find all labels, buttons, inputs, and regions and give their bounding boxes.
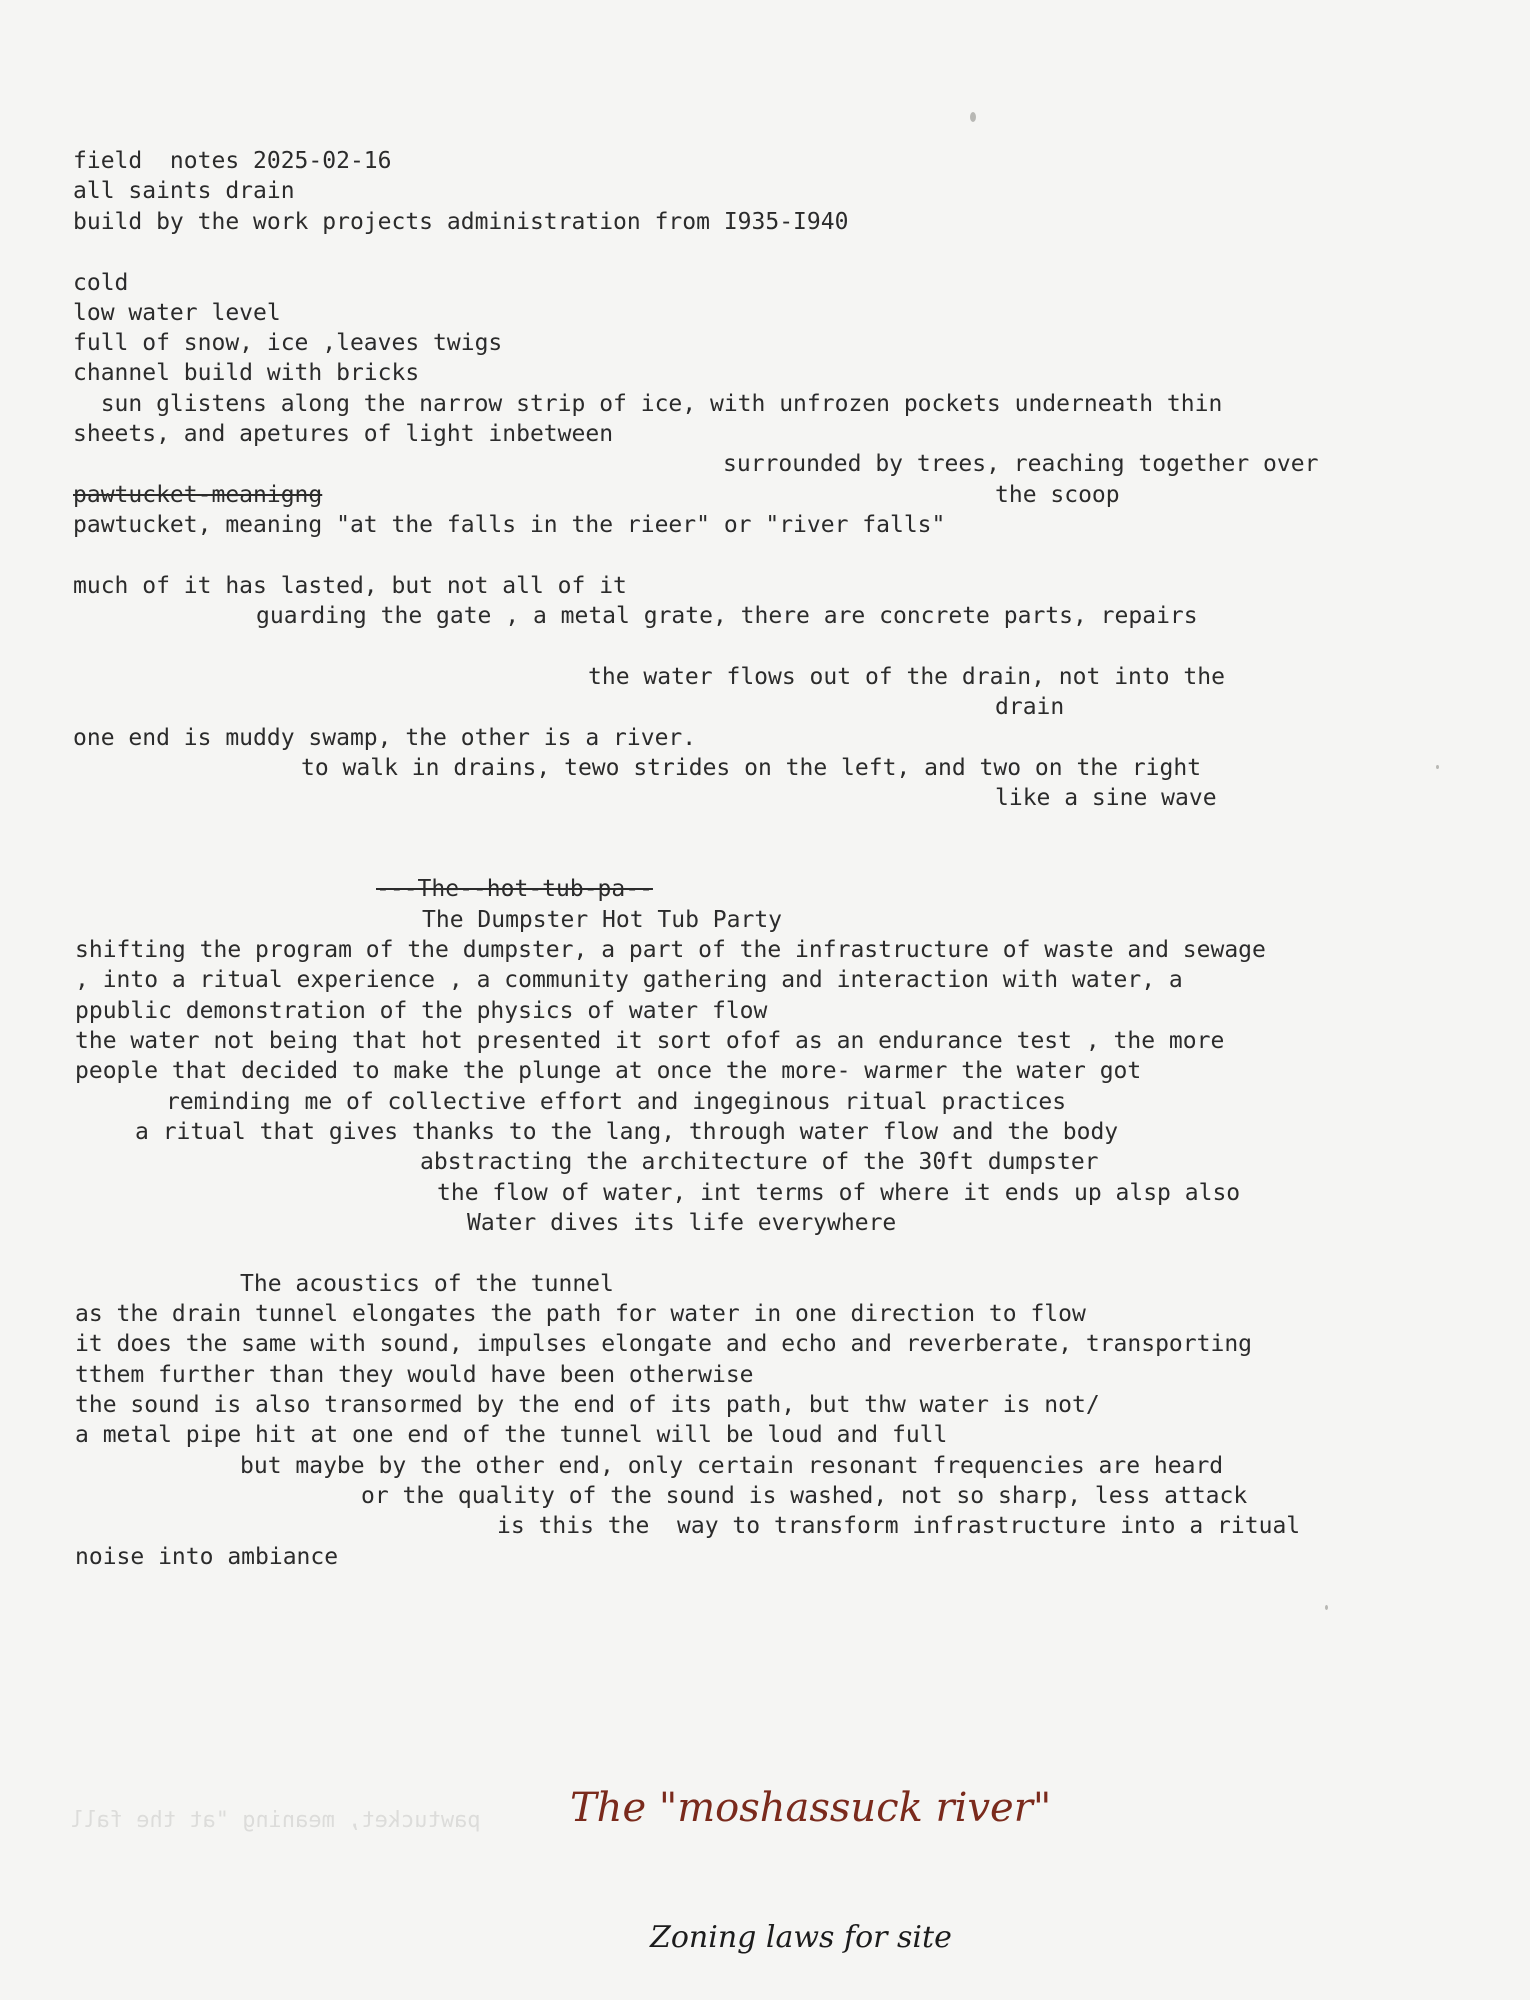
typed-line: noise into ambiance: [75, 1544, 339, 1570]
typed-line: field notes 2025-02-16: [73, 148, 392, 174]
typed-line: one end is muddy swamp, the other is a river.: [73, 725, 697, 751]
typed-line: shifting the program of the dumpster, a part of the infrastructure of waste and sewage: [75, 937, 1266, 963]
show-through-ghost-text: pawtucket, meaning "at the fall: [70, 1808, 481, 1833]
typed-line: is this the way to transform infrastructure into a ritual: [497, 1513, 1301, 1539]
typed-line: channel build with bricks: [73, 360, 420, 386]
typed-line: guarding the gate , a metal grate, there are concrete parts, repairs: [256, 603, 1198, 629]
typed-line: The Dumpster Hot Tub Party: [422, 907, 783, 933]
typed-line: ppublic demonstration of the physics of water flow: [75, 998, 768, 1024]
typed-line: abstracting the architecture of the 30ft dumpster: [420, 1149, 1099, 1175]
typed-line: like a sine wave: [995, 785, 1217, 811]
typed-line: sheets, and apetures of light inbetween: [73, 421, 614, 447]
typed-line: the flow of water, int terms of where it ends up alsp also: [437, 1180, 1241, 1206]
typed-line: , into a ritual experience , a community gathering and interaction with water, a: [75, 967, 1183, 993]
typed-line: pawtucket, meaning "at the falls in the rieer" or "river falls": [73, 512, 946, 538]
typed-line: cold: [73, 270, 129, 296]
typed-line: a metal pipe hit at one end of the tunnel will be loud and full: [75, 1422, 948, 1448]
paper-speck: [970, 112, 976, 122]
typed-line: a ritual that gives thanks to the lang, through water flow and the body: [135, 1119, 1119, 1145]
handwritten-river-note: The "moshassuck river": [570, 1785, 1052, 1831]
typed-line: all saints drain: [73, 178, 295, 204]
typed-line: full of snow, ice ,leaves twigs: [73, 330, 503, 356]
typed-line: sun glistens along the narrow strip of ice, with unfrozen pockets underneath thin: [73, 391, 1223, 417]
typed-line: but maybe by the other end, only certain resonant frequencies are heard: [240, 1453, 1224, 1479]
typed-line: build by the work projects administration from I935-I940: [73, 209, 849, 235]
typed-line: low water level: [73, 300, 281, 326]
typed-line: drain: [995, 694, 1065, 720]
typed-line: tthem further than they would have been otherwise: [75, 1362, 754, 1388]
typed-line: ---The--hot-tub-pa--: [376, 876, 653, 902]
typed-line: the water not being that hot presented it sort ofof as an endurance test , the more: [75, 1028, 1225, 1054]
typed-line: people that decided to make the plunge at once the more- warmer the water got: [75, 1058, 1142, 1084]
typed-line: The acoustics of the tunnel: [240, 1271, 614, 1297]
typed-line: much of it has lasted, but not all of it: [73, 573, 627, 599]
paper-speck: [1325, 1605, 1328, 1610]
typed-line: Water dives its life everywhere: [467, 1210, 897, 1236]
typed-line: the water flows out of the drain, not into the: [588, 664, 1225, 690]
typed-line: to walk in drains, tewo strides on the left, and two on the right: [301, 755, 1202, 781]
typed-line: surrounded by trees, reaching together over: [723, 451, 1319, 477]
typed-line: or the quality of the sound is washed, not so sharp, less attack: [361, 1483, 1248, 1509]
typed-line: it does the same with sound, impulses elongate and echo and reverberate, transporting: [75, 1331, 1253, 1357]
typed-line: reminding me of collective effort and ingeginous ritual practices: [166, 1089, 1067, 1115]
paper-speck: [1436, 765, 1439, 769]
handwritten-zoning-note: Zoning laws for site: [650, 1920, 952, 1955]
typed-line: the scoop: [995, 482, 1120, 508]
typed-line: the sound is also transormed by the end of its path, but thw water is not/: [75, 1392, 1100, 1418]
typed-line: pawtucket-meanigng: [73, 482, 323, 508]
typed-line: as the drain tunnel elongates the path for water in one direction to flow: [75, 1301, 1086, 1327]
